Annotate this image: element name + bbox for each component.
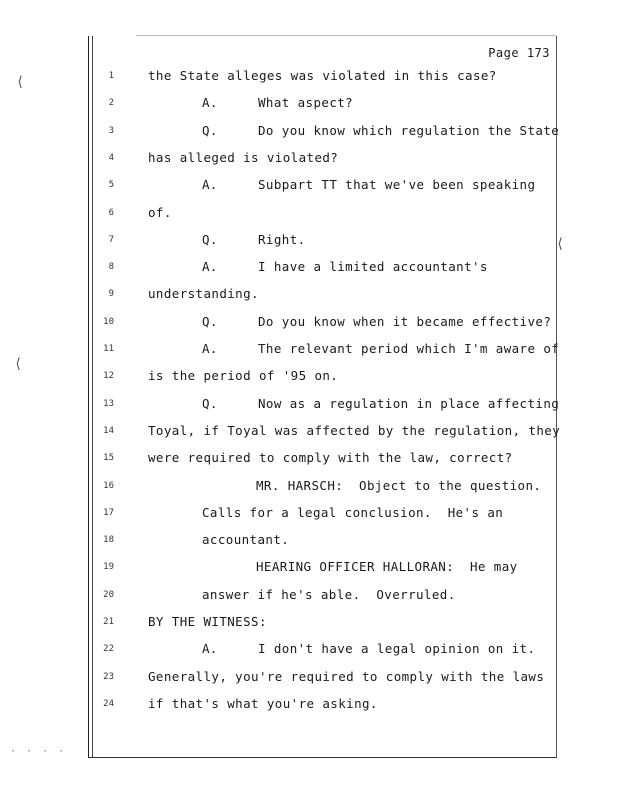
line-number: 22 [103, 644, 114, 655]
line-text: Generally, you're required to comply with the laws [148, 668, 545, 684]
line-text: Now as a regulation in place affecting [258, 395, 560, 411]
right-margin-mark: ⟨ [556, 236, 565, 252]
line-text: Subpart TT that we've been speaking [258, 177, 536, 193]
line-number: 10 [103, 316, 114, 327]
line-text: is the period of '95 on. [148, 368, 339, 384]
transcript-line [0, 448, 618, 468]
line-text: HEARING OFFICER HALLORAN: He may [256, 559, 518, 575]
transcript-line [0, 476, 618, 496]
speaker-marker: Q. [202, 395, 218, 411]
line-text: MR. HARSCH: Object to the question. [256, 477, 542, 493]
line-number: 18 [103, 535, 114, 546]
transcript-line [0, 230, 618, 250]
line-text: What aspect? [258, 95, 354, 111]
speaker-marker: A. [202, 259, 218, 275]
line-number: 4 [108, 152, 114, 163]
transcript-line [0, 203, 618, 223]
transcript-line [0, 530, 618, 550]
line-text: I have a limited accountant's [258, 259, 488, 275]
line-text: Right. [258, 231, 306, 247]
transcript-line [0, 557, 618, 577]
line-text: the State alleges was violated in this case? [148, 68, 497, 83]
scan-artifact: · · · · [10, 746, 67, 757]
line-text: of. [148, 204, 172, 220]
line-number: 15 [103, 453, 114, 464]
bottom-border [88, 757, 557, 758]
transcript-line [0, 612, 618, 632]
line-text: I don't have a legal opinion on it. [258, 641, 536, 657]
transcript-line [0, 503, 618, 523]
transcript-line [0, 366, 618, 386]
speaker-marker: Q. [202, 231, 218, 247]
margin-bracket-mark: ⟨ [14, 356, 23, 372]
line-text: Do you know when it became effective? [258, 313, 552, 329]
line-text: Do you know which regulation the State [258, 122, 560, 138]
transcript-line [0, 284, 618, 304]
transcript-line [0, 421, 618, 441]
line-number: 23 [103, 671, 114, 682]
line-text: accountant. [202, 532, 290, 548]
line-number: 8 [108, 262, 114, 273]
transcript-line [0, 312, 618, 332]
transcript-line [0, 257, 618, 277]
speaker-marker: Q. [202, 122, 218, 138]
transcript-line [0, 121, 618, 141]
line-number: 2 [108, 98, 114, 109]
line-number: 19 [103, 562, 114, 573]
line-number: 7 [108, 234, 114, 245]
transcript-line [0, 667, 618, 687]
transcript-line [0, 93, 618, 113]
line-text: understanding. [148, 286, 259, 302]
transcript-line [0, 694, 618, 714]
speaker-marker: Q. [202, 313, 218, 329]
line-text: BY THE WITNESS: [148, 614, 267, 629]
line-number: 9 [108, 289, 114, 300]
speaker-marker: A. [202, 641, 218, 657]
speaker-marker: A. [202, 177, 218, 193]
line-number: 20 [103, 589, 114, 600]
line-text: Calls for a legal conclusion. He's an [202, 504, 504, 520]
transcript-line [0, 639, 618, 659]
line-number: 21 [103, 617, 114, 627]
transcript-line [0, 148, 618, 168]
transcript-line [0, 339, 618, 359]
transcript-line [0, 585, 618, 605]
line-number: 11 [103, 344, 114, 354]
transcript-line [0, 66, 618, 86]
page-number: Page 173 [488, 46, 550, 60]
line-number: 17 [103, 507, 114, 518]
line-number: 24 [103, 698, 114, 709]
line-number: 12 [103, 371, 114, 382]
speaker-marker: A. [202, 95, 218, 111]
line-number: 14 [103, 425, 114, 436]
line-number: 5 [108, 180, 114, 191]
line-text: if that's what you're asking. [148, 695, 378, 711]
transcript-line [0, 394, 618, 414]
margin-bracket-mark: ⟨ [16, 74, 25, 90]
line-text: were required to comply with the law, correct? [148, 450, 513, 466]
line-text: answer if he's able. Overruled. [202, 586, 456, 602]
line-number: 16 [103, 480, 114, 491]
line-number: 3 [108, 125, 114, 136]
top-border [136, 35, 556, 36]
speaker-marker: A. [202, 341, 218, 356]
line-text: The relevant period which I'm aware of [258, 341, 560, 356]
line-text: Toyal, if Toyal was affected by the regulation, they [148, 422, 561, 438]
line-number: 13 [103, 398, 114, 409]
line-number: 6 [108, 207, 114, 218]
line-number: 1 [108, 71, 114, 81]
transcript-line [0, 175, 618, 195]
line-text: has alleged is violated? [148, 149, 339, 165]
